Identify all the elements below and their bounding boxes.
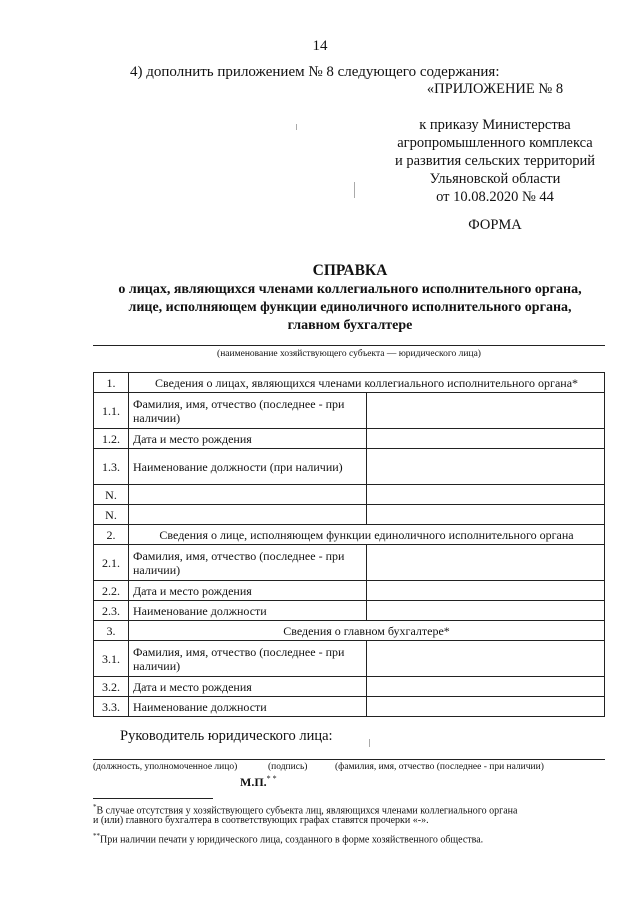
value-cell[interactable] [367, 545, 605, 581]
row-number: 3.2. [94, 677, 129, 697]
row-number: N. [94, 485, 129, 505]
head-label: Руководитель юридического лица: [120, 728, 333, 744]
scan-mark [369, 739, 370, 747]
appendix-date: от 10.08.2020 № 44 [436, 189, 554, 205]
seal-mark: * * [266, 774, 277, 783]
value-cell[interactable] [367, 641, 605, 677]
table-row [94, 621, 605, 641]
appendix-heading: «ПРИЛОЖЕНИЕ № 8 [426, 81, 564, 97]
section-title: Сведения о главном бухгалтере* [129, 621, 605, 641]
row-number: 3.1. [94, 641, 129, 677]
footnote-1-line-1: В случае отсутствия у хозяйствующего субъекта лиц, являющихся членами коллегиального органа [96, 805, 518, 817]
footnote-separator [93, 798, 213, 799]
title-line-2: лице, исполняющем функции единоличного исполнительного органа, [128, 300, 572, 315]
footnote-1-line-2: и (или) главного бухгалтера в соответствующих графах ставятся прочерки «-». [93, 815, 429, 826]
table-row [94, 505, 605, 525]
table-row [94, 373, 605, 393]
value-cell[interactable] [367, 677, 605, 697]
table-row [94, 429, 605, 449]
row-number: 2.1. [94, 545, 129, 581]
name-caption: (фамилия, имя, отчество (последнее - при наличии) [335, 762, 544, 772]
form-label: ФОРМА [468, 217, 522, 233]
seal-label [240, 774, 277, 790]
scan-mark [296, 124, 297, 130]
row-number: 2. [94, 525, 129, 545]
value-cell[interactable] [367, 393, 605, 429]
seal-text: М.П. [240, 775, 267, 789]
value-cell[interactable] [367, 485, 605, 505]
entity-caption: (наименование хозяйствующего субъекта — юридического лица) [217, 349, 481, 359]
table-row [94, 581, 605, 601]
row-number: 1.2. [94, 429, 129, 449]
table-row [94, 677, 605, 697]
row-label [129, 505, 367, 525]
row-number: 3.3. [94, 697, 129, 717]
row-label: Фамилия, имя, отчество (последнее - при наличии) [129, 641, 367, 677]
row-number: 1.3. [94, 449, 129, 485]
table-row [94, 697, 605, 717]
table-row [94, 525, 605, 545]
appendix-line-2: агропромышленного комплекса [397, 135, 593, 151]
info-table [93, 372, 605, 717]
table-row [94, 641, 605, 677]
appendix-line-3: и развития сельских территорий [394, 153, 595, 169]
value-cell[interactable] [367, 581, 605, 601]
row-number: N. [94, 505, 129, 525]
footnote-1-mark: * [93, 803, 97, 811]
value-cell[interactable] [367, 449, 605, 485]
table-row [94, 485, 605, 505]
row-number: 2.2. [94, 581, 129, 601]
row-label: Наименование должности [129, 697, 367, 717]
row-number: 3. [94, 621, 129, 641]
page-number: 14 [312, 38, 328, 54]
document-title: СПРАВКА [312, 262, 388, 279]
value-cell[interactable] [367, 601, 605, 621]
value-cell[interactable] [367, 697, 605, 717]
row-label: Фамилия, имя, отчество (последнее - при наличии) [129, 393, 367, 429]
table-row [94, 601, 605, 621]
row-number: 2.3. [94, 601, 129, 621]
position-caption: (должность, уполномоченное лицо) [93, 762, 238, 772]
footnote-2-text: При наличии печати у юридического лица, созданного в форме хозяйственного общества. [100, 834, 484, 846]
value-cell[interactable] [367, 505, 605, 525]
row-label [129, 485, 367, 505]
row-number: 1.1. [94, 393, 129, 429]
signature-caption: (подпись) [268, 762, 308, 772]
footnote-2 [93, 830, 483, 846]
title-line-3: главном бухгалтере [287, 318, 413, 333]
scan-mark [354, 182, 355, 198]
table-row [94, 449, 605, 485]
row-label: Дата и место рождения [129, 581, 367, 601]
footnote-2-mark: ** [93, 832, 100, 840]
title-line-1: о лицах, являющихся членами коллегиального исполнительного органа, [118, 282, 582, 297]
signature-line [93, 759, 605, 760]
section-title: Сведения о лицах, являющихся членами коллегиального исполнительного органа* [129, 373, 605, 393]
entity-name-line [93, 345, 605, 346]
row-label: Наименование должности (при наличии) [129, 449, 367, 485]
row-number: 1. [94, 373, 129, 393]
intro-line: 4) дополнить приложением № 8 следующего содержания: [130, 64, 500, 80]
row-label: Наименование должности [129, 601, 367, 621]
row-label: Фамилия, имя, отчество (последнее - при наличии) [129, 545, 367, 581]
appendix-line-4: Ульяновской области [429, 171, 561, 187]
row-label: Дата и место рождения [129, 677, 367, 697]
value-cell[interactable] [367, 429, 605, 449]
section-title: Сведения о лице, исполняющем функции единоличного исполнительного органа [129, 525, 605, 545]
appendix-line-1: к приказу Министерства [419, 117, 571, 133]
table-row [94, 393, 605, 429]
table-row [94, 545, 605, 581]
row-label: Дата и место рождения [129, 429, 367, 449]
